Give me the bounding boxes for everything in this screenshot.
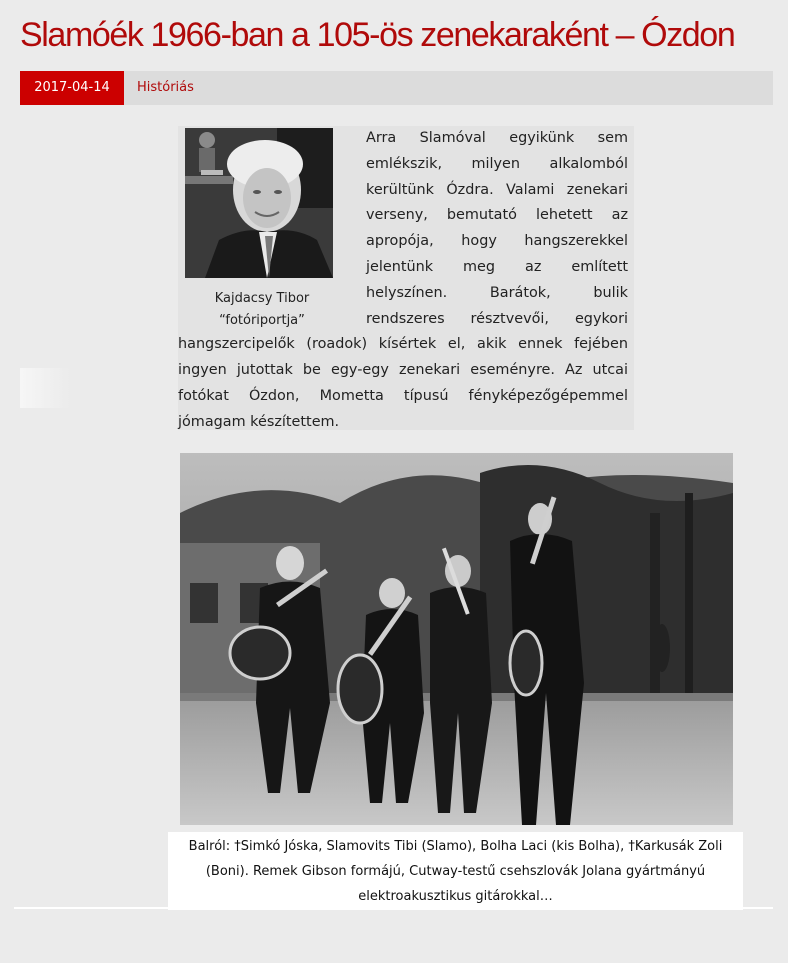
post-date: 2017-04-14 bbox=[20, 71, 124, 105]
band-photo-caption: Balról: †Simkó Jóska, Slamovits Tibi (Slamo), Bolha Laci (kis Bolha), †Karkusák Zoli (Boni). Remek Gibson formájú, Cutway-testű csehszlovák Jolana gyártmányú elektroakusztikus gitárokkal… bbox=[168, 832, 743, 910]
portrait-photo[interactable] bbox=[185, 128, 333, 278]
content-divider bbox=[14, 907, 773, 909]
post-meta-bar bbox=[20, 71, 773, 105]
band-photo[interactable] bbox=[180, 453, 733, 825]
portrait-caption: Kajdacsy Tibor “fotóriportja” bbox=[214, 291, 310, 328]
post-title: Slamóék 1966-ban a 105-ös zenekaraként – Ózdon bbox=[20, 16, 735, 54]
faded-image-remnant bbox=[20, 368, 70, 408]
category-link[interactable]: Históriás bbox=[137, 80, 194, 95]
article-block bbox=[178, 126, 634, 430]
article-body: Arra Slamóval egyikünk sem emlékszik, milyen alkalomból kerültünk Ózdra. Valami zenekari verseny, bemutató lehetett az apropója, hogy hangszerekkel jelentünk meg az említett helyszínen. Barátok, bulik rendszeres résztvevői, egykori hangszercipelők (roadok) kísértek el, akik ennek fejében ingyen jutottak be egy-egy zenekari eseményre. Az utcai fotókat Ózdon, Mometta típusú fényképezőgépemmel jómagam készítettem. bbox=[178, 130, 628, 430]
portrait-figure bbox=[180, 128, 344, 332]
